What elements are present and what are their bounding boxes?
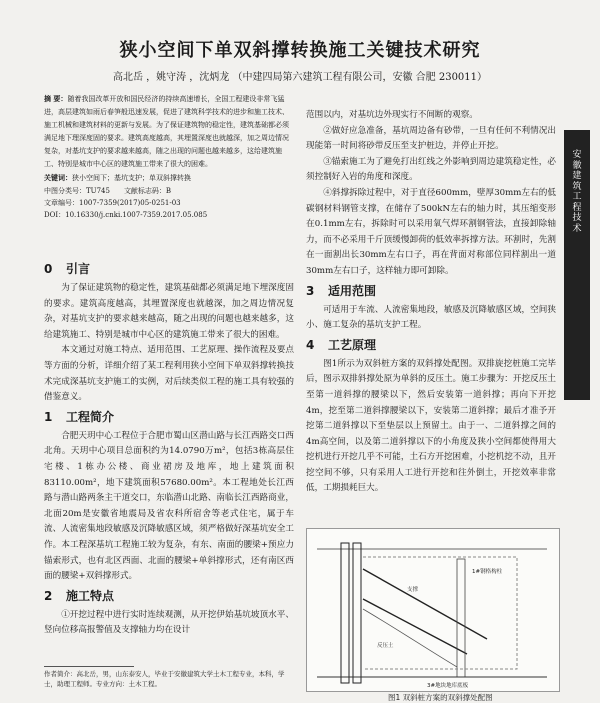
pile-right xyxy=(353,543,361,683)
left-column xyxy=(44,258,294,639)
paragraph: 为了保证建筑物的稳定性，建筑基础都必须满足地下埋深度固的要求。建筑高度越高，其埋置深度也就越深，加之周边情况复杂，对基坑支护的要求越来越高，随之出现的问题也越来越多，这给建筑施工、特别是城市中心区的建筑施工带来了很大的困难。 xyxy=(44,283,294,340)
clc-number: 中图分类号：TU745 xyxy=(44,187,110,195)
figure-label-soil: 反压土 xyxy=(377,643,394,649)
author-footnote: 作者简介：高北岳，男，山东泰安人，毕业于安徽建筑大学土木工程专业，本科，学士，助理工程师。专业方向：土木工程。 xyxy=(44,670,285,688)
section-title: 工艺原理 xyxy=(328,337,377,352)
abstract-text: 随着我国改革开放和国民经济的持续高速增长，全国工程建设非常飞猛进，高层建筑如雨后春笋般迅速发展，促进了建筑科学技术的进步和施工技术、施工机械和建筑材料的更新与发展。为了保证建筑物的稳定性，建筑基础都必须满足地下理深度固的要求。建筑高度越高，其埋置深度也就越深，加之周边情况复杂，对基坑支护的要求越来越高，随之出现的问题也越来越多，这给建筑施工、特别是城市中心区的建筑施工带来了很大的困难。 xyxy=(44,95,289,168)
paragraph: ④斜撑拆除过程中，对于直径600mm，壁厚30mm左右的低碳钢材料钢管支撑，在储存了500kN左右的轴力时，其压缩变形在0.1mm左右，拆除时可以采用氧气焊环割钢管法，直接卸除轴力，而不必采用千斤顶缓慢卸荷的低效率拆撑方法。环割时，先割在一面割出长30mm左右口子，再在背面对称部位同样割出一道30mm左右口子，这样轴力即可卸除。 xyxy=(306,187,556,276)
keywords-label: 关键词： xyxy=(44,173,72,182)
section-heading-features xyxy=(44,588,294,605)
section-number: 4 xyxy=(306,337,315,352)
soil-slope xyxy=(363,609,457,667)
figure-1 xyxy=(306,528,560,692)
section-number: 2 xyxy=(44,588,53,603)
section-title: 工程简介 xyxy=(66,409,115,424)
figure-label-pile: 1#钢格构柱 xyxy=(472,569,503,575)
keywords xyxy=(44,171,294,185)
doi: DOI：10.16330/j.cnki.1007-7359.2017.05.085 xyxy=(44,211,208,219)
figure-label-brace: 支撑 xyxy=(407,587,419,593)
section-title: 适用范围 xyxy=(328,283,377,298)
abstract xyxy=(44,92,294,171)
section-number: 0 xyxy=(44,262,53,276)
paragraph: ②做好应急准备，基坑周边备有砂带，一旦有任何不利情况出现能第一时间将砂带反压至支护桩边，并停止开挖。 xyxy=(306,125,556,152)
section-title: 引言 xyxy=(66,262,91,276)
brace-section-drawing xyxy=(307,529,559,691)
abstract-label: 摘 要： xyxy=(44,94,68,103)
document-code: 文献标志码：B xyxy=(123,187,172,195)
steel-lattice-column xyxy=(457,559,465,677)
paragraph: ①开挖过程中进行实时连续观测，从开挖伊始基坑坡顶水平、竖向位移高报警值及支撑轴力均在设计 xyxy=(44,609,294,636)
author-line: 高北岳 ，姚守涛 ，沈炳龙 （中建四局第六建筑工程有限公司，安徽 合肥 230011） xyxy=(112,72,488,83)
paragraph: 可适用于车流、人流密集地段，敏感及沉降敏感区域，空间狭小、施工复杂的基坑支护工程。 xyxy=(306,304,556,331)
figure-caption: 图1 双斜桩方案的双斜撑处配图 xyxy=(388,693,493,702)
journal-side-tab-text: 安徽建筑 工程技术 xyxy=(572,150,582,234)
paragraph: 图1所示为双斜桩方案的双斜撑处配图。双排旋挖桩施工完毕后，图示双排斜撑处原为单斜的反压土。施工步骤为：开挖反压土至第一道斜撑的腰梁以下，然后安装第一道斜撑；再向下开挖4m，挖至第二道斜撑腰梁以下，安装第二道斜撑；最后才准予开挖第二道斜撑以下至垫层以上预留土。由于一、二道斜撑之间的4m高空间，以及第二道斜撑以下的小角度及狭小空间都使得用大挖机进行开挖几乎不可能，土石方开挖困难，小挖机挖不动，且开挖空间不够，只有采用人工进行开挖和往外倒土，开挖效率非常低，工期损耗巨大。 xyxy=(306,358,556,494)
section-heading-intro xyxy=(44,261,294,278)
section-heading-project xyxy=(44,409,294,426)
abstract-block xyxy=(44,92,294,221)
paragraph: 范围以内，对基坑边外现实行不间断的观察。 xyxy=(306,110,478,120)
section-title: 施工特点 xyxy=(66,588,115,603)
section-heading-scope xyxy=(306,283,556,300)
footnote-rule xyxy=(44,666,134,667)
pile-left xyxy=(341,543,349,683)
paper-title: 狭小空间下单双斜撑转换施工关键技术研究 xyxy=(119,40,481,61)
paragraph: 合肥天玥中心工程位于合肥市蜀山区潜山路与长江西路交口西北角。天玥中心项目总面积约为14.0790万m²，包括3栋高层住宅楼、1栋办公楼、商业裙房及地库，地上建筑面积83110.00m²，地下建筑面积57680.00m²。本工程地处长江西路与潜山路两条主干道交口，东临潜山北路、南临长江西路商业，北面20m是安徽省地震局及省农科所宿舍等老式住宅，属于车流、人流密集地段敏感及沉降敏感区域，须严格做好深基坑安全工作。本工程深基坑工程施工较为复杂，有东、南面的腰梁+预应力锚索形式，也有北区西面、北面的腰梁+单斜撑形式，还有南区西面的腰梁+双斜撑形式。 xyxy=(44,430,294,582)
section-heading-principle xyxy=(306,337,556,354)
right-column xyxy=(306,108,556,497)
classification-row xyxy=(44,185,294,197)
paragraph: ③锚索施工为了避免打出红线之外影响到周边建筑稳定性，必须控制好入岩的角度和深度。 xyxy=(306,156,556,183)
figure-label-bottom: 3#地块地库底板 xyxy=(427,683,469,689)
diagonal-brace-1 xyxy=(363,569,487,639)
article-number: 文章编号：1007-7359(2017)05-0251-03 xyxy=(44,199,181,207)
section-number: 1 xyxy=(44,409,53,424)
paragraph: 本文通过对施工特点、适用范围、工艺原理、操作流程及要点等方面的分析，详细介绍了某工程利用狭小空间下单双斜撑转换技术完成深基坑支护施工的实例，对后续类似工程的施工具有较强的借鉴意义。 xyxy=(44,345,294,403)
keywords-text: 狭小空间下；基坑支护；单双斜撑转换 xyxy=(72,174,191,182)
section-number: 3 xyxy=(306,283,315,298)
